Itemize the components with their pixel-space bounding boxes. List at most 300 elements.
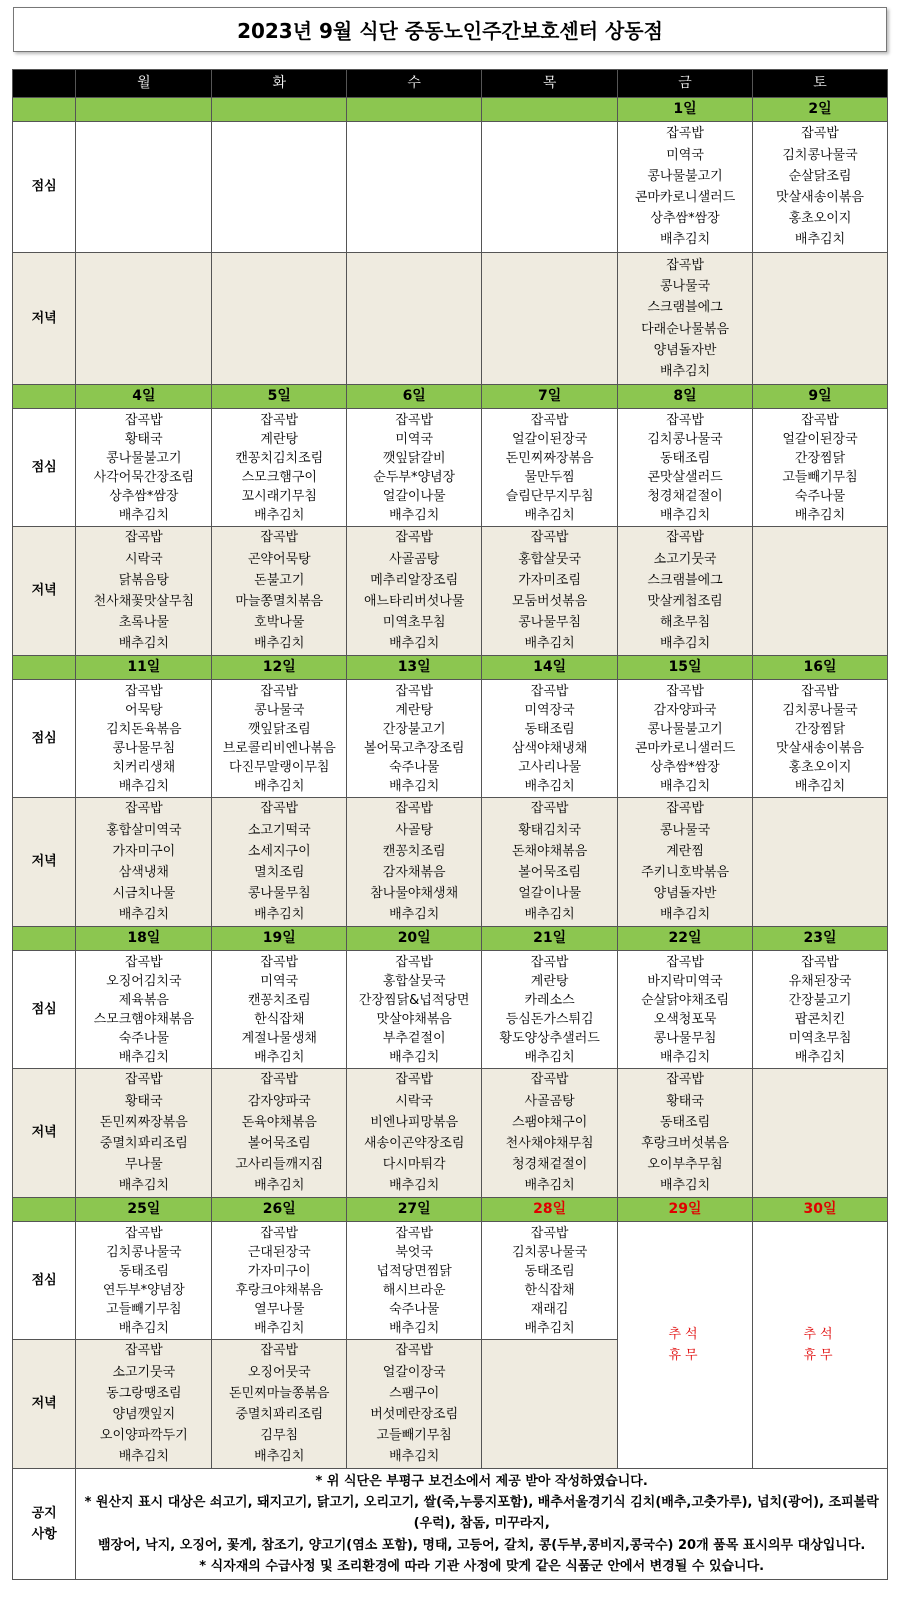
menu-item: 잡곡밥	[530, 1225, 569, 1241]
menu-item: 고들빼기무침	[106, 1301, 182, 1317]
menu-item: 황태국	[666, 1093, 704, 1109]
notice-line: * 원산지 표시 대상은 쇠고기, 돼지고기, 닭고기, 오리고기, 쌀(죽,누룽지포함), 배추서울경기식 김치(배추,고춧가루), 넙치(광어), 조피볼락(우럭), 참돔, 미꾸라지,	[84, 1495, 879, 1532]
menu-item: 배추김치	[659, 507, 711, 523]
menu-item: 배추김치	[254, 1049, 305, 1065]
menu-item: 잡곡밥	[530, 801, 569, 817]
notice-line: * 식자재의 수급사정 및 조리환경에 따라 기관 사정에 맞게 같은 식품군 안에서 변경될 수 있습니다.	[199, 1558, 765, 1574]
menu-item: 고사리들깨지짐	[235, 1157, 324, 1173]
menu-item: 동태조림	[659, 450, 711, 466]
menu-items	[482, 953, 617, 1067]
menu-item: 배추김치	[118, 1178, 169, 1194]
menu-item: 잡곡밥	[666, 530, 704, 546]
date-cell: 28일	[482, 1198, 618, 1222]
menu-item: 깻잎닭조림	[247, 721, 311, 737]
menu-item: 카레소스	[524, 992, 575, 1008]
date-cell: 11일	[76, 656, 212, 680]
menu-items	[76, 953, 211, 1067]
menu-item: 비엔나피망볶음	[370, 1114, 459, 1130]
date-cell: 12일	[212, 656, 347, 680]
menu-item: 곤약어묵탕	[247, 551, 311, 567]
menu-item: 콩나물불고기	[647, 168, 723, 184]
dinner-row	[13, 527, 888, 656]
menu-items	[212, 1069, 346, 1196]
menu-item: 돈불고기	[254, 572, 305, 588]
menu-item: 잡곡밥	[260, 530, 299, 546]
dinner-cell	[347, 253, 482, 385]
lunch-row	[13, 951, 888, 1069]
menu-item: 콘마카로니샐러드	[634, 740, 736, 756]
menu-item: 스팸구이	[389, 1385, 440, 1401]
menu-table	[12, 69, 888, 1580]
menu-items	[347, 411, 481, 525]
menu-item: 잡곡밥	[260, 1343, 299, 1359]
menu-item: 마늘쫑멸치볶음	[235, 594, 324, 609]
lunch-cell	[347, 1222, 482, 1340]
weekday-header	[13, 70, 888, 98]
menu-item: 돈민찌짜장볶음	[99, 1114, 188, 1130]
lunch-cell	[618, 680, 753, 798]
notice-line: 뱀장어, 낙지, 오징어, 꽃게, 참조기, 양고기(염소 포함), 명태, 고등어, 갈치, 콩(두부,콩비지,콩국수) 20개 품목 표시의무 대상입니다.	[98, 1537, 866, 1553]
menu-item: 잡곡밥	[125, 683, 163, 699]
menu-item: 볼어묵조림	[247, 1136, 311, 1151]
menu-item: 삼색냉채	[118, 865, 169, 880]
dinner-label: 저녁	[13, 253, 76, 385]
menu-item: 양념돌자반	[653, 342, 717, 358]
dinner-row	[13, 253, 888, 385]
menu-item: 주키니호박볶음	[641, 865, 729, 880]
menu-item: 재래김	[530, 1301, 569, 1317]
menu-item: 배추김치	[524, 1049, 575, 1065]
menu-item: 배추김치	[659, 636, 711, 652]
lunch-cell	[618, 951, 753, 1069]
menu-item: 꼬시래기무침	[241, 488, 317, 504]
holiday-cell	[753, 1222, 888, 1469]
lunch-row	[13, 680, 888, 798]
menu-items	[618, 527, 752, 654]
menu-item: 미역장국	[524, 702, 575, 718]
menu-item: 콩나물무침	[247, 886, 311, 902]
date-row-label	[13, 385, 76, 409]
menu-item: 잡곡밥	[260, 683, 299, 699]
menu-item: 한식잡채	[524, 1282, 575, 1298]
menu-item: 배추김치	[254, 1178, 305, 1194]
menu-item: 잡곡밥	[801, 412, 839, 428]
menu-item: 배추김치	[389, 1049, 440, 1065]
menu-item: 가자미구이	[247, 1263, 311, 1279]
menu-item: 계절나물생채	[241, 1030, 317, 1046]
menu-item: 동태조림	[524, 1263, 575, 1279]
menu-item: 잡곡밥	[125, 801, 163, 817]
lunch-cell	[482, 951, 618, 1069]
menu-items	[753, 123, 887, 250]
notice-text	[76, 1469, 888, 1580]
dinner-cell	[482, 527, 618, 656]
date-cell: 30일	[753, 1198, 888, 1222]
menu-item: 닭볶음탕	[118, 572, 169, 588]
menu-items	[212, 1340, 346, 1467]
corner-cell	[13, 70, 76, 98]
lunch-cell	[212, 409, 347, 527]
menu-item: 동태조림	[118, 1263, 169, 1279]
dinner-cell	[212, 527, 347, 656]
menu-item: 잡곡밥	[260, 1072, 299, 1088]
menu-item: 잡곡밥	[801, 126, 839, 142]
date-cell: 26일	[212, 1198, 347, 1222]
menu-item: 돈민찌마늘쫑볶음	[229, 1385, 330, 1401]
lunch-cell	[753, 122, 888, 253]
menu-item: 한식잡채	[254, 1011, 305, 1027]
menu-item: 사골탕	[395, 822, 434, 838]
menu-item: 김치콩나물국	[511, 1244, 588, 1260]
notice-label-line: 사항	[31, 1527, 57, 1542]
menu-item: 슬림단무지무침	[505, 488, 594, 504]
menu-item: 잡곡밥	[395, 954, 434, 970]
dinner-row	[13, 1069, 888, 1198]
menu-item: 고들빼기무침	[782, 469, 858, 485]
lunch-cell	[347, 122, 482, 253]
menu-item: 볼어묵고추장조림	[363, 740, 465, 756]
date-cell: 8일	[618, 385, 753, 409]
menu-items	[212, 798, 346, 925]
date-row-label	[13, 1198, 76, 1222]
lunch-row	[13, 122, 888, 253]
lunch-label: 점심	[13, 951, 76, 1069]
menu-item: 청경채겉절이	[647, 488, 723, 504]
date-cell	[347, 98, 482, 122]
menu-item: 황태국	[125, 1093, 163, 1109]
menu-item: 배추김치	[389, 907, 440, 923]
menu-item: 숙주나물	[389, 1301, 440, 1317]
dinner-cell	[347, 527, 482, 656]
dinner-cell	[618, 798, 753, 927]
menu-item: 잡곡밥	[666, 801, 704, 817]
menu-items	[618, 411, 752, 525]
menu-item: 잡곡밥	[666, 126, 704, 142]
menu-item: 미역국	[666, 147, 704, 163]
menu-item: 북엇국	[395, 1244, 434, 1260]
lunch-cell	[76, 409, 212, 527]
menu-item: 배추김치	[659, 363, 711, 379]
menu-items	[212, 1224, 346, 1338]
menu-item: 잡곡밥	[260, 1225, 299, 1241]
menu-items	[347, 1224, 481, 1338]
holiday-text: 휴무	[803, 1348, 837, 1363]
dinner-cell	[618, 527, 753, 656]
menu-item: 얼갈이나물	[382, 488, 446, 504]
date-row	[13, 1198, 888, 1222]
menu-item: 중멸치꽈리조림	[99, 1136, 188, 1151]
lunch-cell	[347, 951, 482, 1069]
notice-label	[13, 1469, 76, 1580]
lunch-label: 점심	[13, 122, 76, 253]
menu-item: 미역초무침	[382, 615, 446, 631]
menu-item: 해시브라운	[382, 1282, 446, 1298]
menu-item: 부추겉절이	[382, 1030, 446, 1046]
menu-item: 배추김치	[254, 778, 305, 794]
menu-item: 잡곡밥	[801, 954, 839, 970]
menu-item: 캔꽁치조림	[382, 843, 446, 859]
menu-item: 잡곡밥	[395, 412, 434, 428]
menu-item: 황태국	[125, 431, 163, 447]
holiday-cell	[618, 1222, 753, 1469]
menu-item: 잡곡밥	[801, 683, 839, 699]
menu-item: 어묵탕	[125, 702, 163, 718]
menu-item: 배추김치	[659, 1049, 711, 1065]
menu-item: 잡곡밥	[395, 683, 434, 699]
date-cell: 18일	[76, 927, 212, 951]
menu-item: 얼갈이나물	[518, 886, 582, 902]
lunch-cell	[212, 680, 347, 798]
menu-item: 돈민찌짜장볶음	[505, 450, 594, 466]
lunch-cell	[482, 680, 618, 798]
menu-item: 잡곡밥	[260, 412, 299, 428]
menu-item: 스모크햄구이	[241, 469, 317, 485]
menu-item: 시락국	[125, 551, 163, 567]
menu-item: 홍합살뭇국	[382, 973, 446, 989]
menu-item: 계란찜	[666, 843, 704, 859]
menu-item: 잡곡밥	[395, 1072, 434, 1088]
menu-item: 사골곰탕	[524, 1093, 575, 1109]
menu-item: 제육볶음	[118, 992, 169, 1008]
dinner-cell	[482, 798, 618, 927]
date-row-label	[13, 656, 76, 680]
menu-item: 브로콜리비엔나볶음	[222, 740, 336, 756]
menu-item: 배추김치	[389, 507, 440, 523]
menu-item: 잡곡밥	[666, 954, 704, 970]
dinner-cell	[618, 253, 753, 385]
date-cell: 27일	[347, 1198, 482, 1222]
menu-item: 맛살케첩조림	[647, 594, 723, 609]
menu-item: 모둠버섯볶음	[511, 594, 588, 609]
date-cell: 20일	[347, 927, 482, 951]
menu-item: 계란탕	[395, 702, 434, 718]
menu-item: 콩나물국	[659, 279, 711, 295]
menu-item: 배추김치	[254, 1320, 305, 1336]
menu-item: 황도양상추샐러드	[499, 1030, 600, 1046]
menu-item: 김치돈육볶음	[106, 721, 182, 737]
date-cell: 14일	[482, 656, 618, 680]
date-cell: 6일	[347, 385, 482, 409]
menu-item: 황태김치국	[518, 822, 582, 838]
menu-item: 돈육야채볶음	[241, 1114, 317, 1130]
date-cell: 22일	[618, 927, 753, 951]
menu-item: 치커리생채	[112, 759, 176, 775]
date-row-label	[13, 927, 76, 951]
date-cell: 19일	[212, 927, 347, 951]
date-cell: 7일	[482, 385, 618, 409]
menu-item: 후랑크야채볶음	[235, 1282, 324, 1298]
menu-item: 멸치조림	[254, 865, 305, 880]
menu-item: 홍초오이지	[788, 211, 852, 227]
menu-items	[618, 123, 752, 250]
date-cell: 1일	[618, 98, 753, 122]
lunch-row	[13, 1222, 888, 1340]
dinner-cell	[212, 253, 347, 385]
menu-item: 김치콩나물국	[782, 147, 858, 163]
menu-item: 소고기뭇국	[653, 551, 717, 567]
menu-item: 순살닭야채조림	[641, 992, 729, 1008]
date-cell	[76, 98, 212, 122]
menu-item: 배추김치	[659, 778, 711, 794]
menu-item: 다시마튀각	[382, 1157, 446, 1173]
date-row	[13, 98, 888, 122]
menu-item: 배추김치	[118, 1449, 169, 1465]
menu-item: 시락국	[395, 1093, 434, 1109]
lunch-cell	[76, 951, 212, 1069]
lunch-cell	[753, 680, 888, 798]
dinner-label: 저녁	[13, 1069, 76, 1198]
menu-item: 스크램블에그	[647, 572, 723, 588]
date-cell: 13일	[347, 656, 482, 680]
dinner-label: 저녁	[13, 1340, 76, 1469]
menu-item: 배추김치	[659, 232, 711, 248]
menu-item: 미역국	[260, 973, 299, 989]
menu-item: 콩나물국	[659, 822, 711, 838]
menu-item: 배추김치	[389, 778, 440, 794]
menu-item: 콩나물무침	[112, 740, 176, 756]
lunch-label: 점심	[13, 1222, 76, 1340]
menu-item: 스크램블에그	[647, 300, 723, 316]
menu-item: 해초무침	[659, 615, 711, 631]
dinner-label: 저녁	[13, 798, 76, 927]
menu-items	[347, 1069, 481, 1196]
date-cell	[212, 98, 347, 122]
dinner-row	[13, 798, 888, 927]
menu-item: 배추김치	[389, 636, 440, 652]
lunch-cell	[212, 122, 347, 253]
menu-item: 배추김치	[524, 1178, 575, 1194]
notice-row	[13, 1469, 888, 1580]
menu-item: 상추쌈*쌈장	[650, 759, 720, 775]
menu-item: 감자양파국	[653, 702, 717, 718]
menu-item: 홍합살뭇국	[518, 551, 582, 567]
menu-items	[482, 1069, 617, 1196]
menu-item: 배추김치	[254, 907, 305, 923]
menu-item: 잡곡밥	[395, 530, 434, 546]
menu-item: 콩나물불고기	[106, 450, 182, 466]
weekday-cell: 월	[76, 70, 212, 98]
menu-item: 홍합살미역국	[106, 822, 182, 838]
menu-items	[618, 255, 752, 382]
date-cell: 5일	[212, 385, 347, 409]
lunch-cell	[212, 951, 347, 1069]
menu-item: 시금치나물	[112, 886, 176, 902]
menu-item: 간장불고기	[788, 992, 852, 1008]
menu-item: 배추김치	[794, 232, 846, 248]
dinner-cell	[753, 798, 888, 927]
notice-label-line: 공지	[31, 1505, 57, 1521]
menu-items	[618, 682, 752, 796]
menu-item: 상추쌈*쌈장	[109, 488, 179, 504]
menu-item: 배추김치	[118, 907, 169, 923]
menu-items	[618, 798, 752, 925]
menu-item: 배추김치	[794, 507, 846, 523]
menu-item: 양념깻잎지	[112, 1407, 176, 1422]
lunch-cell	[347, 409, 482, 527]
weekday-cell: 금	[618, 70, 753, 98]
menu-items	[347, 527, 481, 654]
date-cell: 25일	[76, 1198, 212, 1222]
menu-item: 배추김치	[524, 507, 575, 523]
menu-item: 콘맛살샐러드	[647, 469, 723, 485]
menu-item: 간장찜닭&넙적당면	[358, 992, 470, 1008]
menu-items	[76, 1069, 211, 1196]
dinner-cell	[347, 1069, 482, 1198]
menu-items	[347, 798, 481, 925]
menu-items	[753, 682, 887, 796]
menu-item: 계란탕	[530, 973, 569, 989]
menu-item: 고사리나물	[518, 759, 582, 775]
menu-item: 숙주나물	[794, 488, 846, 504]
menu-item: 오이양파깍두기	[99, 1428, 188, 1444]
dinner-cell	[76, 1069, 212, 1198]
menu-item: 잡곡밥	[125, 1072, 163, 1088]
menu-item: 배추김치	[118, 778, 169, 794]
menu-item: 얼갈이장국	[382, 1364, 446, 1380]
menu-item: 천사채꽃맛살무침	[93, 594, 195, 609]
holiday-text: 추석	[668, 1326, 702, 1342]
holiday-text: 휴무	[668, 1348, 702, 1363]
menu-item: 콩나물무침	[518, 615, 582, 631]
menu-items	[753, 411, 887, 525]
menu-item: 팝콘치킨	[794, 1011, 846, 1027]
menu-item: 볼어묵조림	[518, 865, 582, 880]
menu-item: 배추김치	[389, 1320, 440, 1336]
menu-item: 참나물야채생채	[370, 886, 459, 902]
menu-item: 계란탕	[260, 431, 299, 447]
menu-item: 다래순나물볶음	[641, 321, 729, 337]
menu-item: 청경채겉절이	[511, 1157, 588, 1173]
menu-item: 배추김치	[118, 507, 169, 523]
menu-item: 돈채야채볶음	[511, 843, 588, 859]
menu-item: 잡곡밥	[530, 530, 569, 546]
menu-item: 숙주나물	[389, 759, 440, 775]
menu-item: 맛살새송이볶음	[776, 190, 864, 205]
dinner-cell	[618, 1069, 753, 1198]
menu-item: 물만두찜	[524, 469, 575, 485]
menu-item: 간장찜닭	[794, 450, 846, 466]
menu-item: 가자미구이	[112, 843, 176, 859]
dinner-cell	[753, 527, 888, 656]
menu-item: 열무나물	[254, 1301, 305, 1317]
menu-item: 잡곡밥	[666, 1072, 704, 1088]
menu-item: 배추김치	[389, 1449, 440, 1465]
menu-item: 김무침	[260, 1428, 299, 1444]
menu-item: 순두부*양념장	[373, 469, 456, 485]
menu-item: 배추김치	[794, 778, 846, 794]
menu-item: 잡곡밥	[395, 1343, 434, 1359]
menu-item: 새송이곤약장조림	[363, 1136, 465, 1151]
menu-items	[212, 527, 346, 654]
menu-item: 맛살야채볶음	[376, 1011, 452, 1027]
lunch-label: 점심	[13, 409, 76, 527]
menu-item: 사골곰탕	[389, 551, 440, 567]
menu-items	[482, 682, 617, 796]
menu-item: 잡곡밥	[666, 257, 704, 273]
menu-item: 동그랑땡조림	[106, 1385, 182, 1401]
menu-item: 미역초무침	[788, 1030, 852, 1046]
dinner-cell	[482, 1069, 618, 1198]
menu-item: 잡곡밥	[125, 412, 163, 428]
menu-item: 간장찜닭	[794, 721, 846, 737]
menu-item: 감자양파국	[247, 1093, 311, 1109]
menu-item: 유채된장국	[788, 973, 852, 989]
lunch-row	[13, 409, 888, 527]
menu-item: 소고기떡국	[247, 822, 311, 838]
menu-item: 순살닭조림	[788, 168, 852, 184]
menu-item: 콩나물불고기	[647, 721, 723, 737]
date-cell: 16일	[753, 656, 888, 680]
